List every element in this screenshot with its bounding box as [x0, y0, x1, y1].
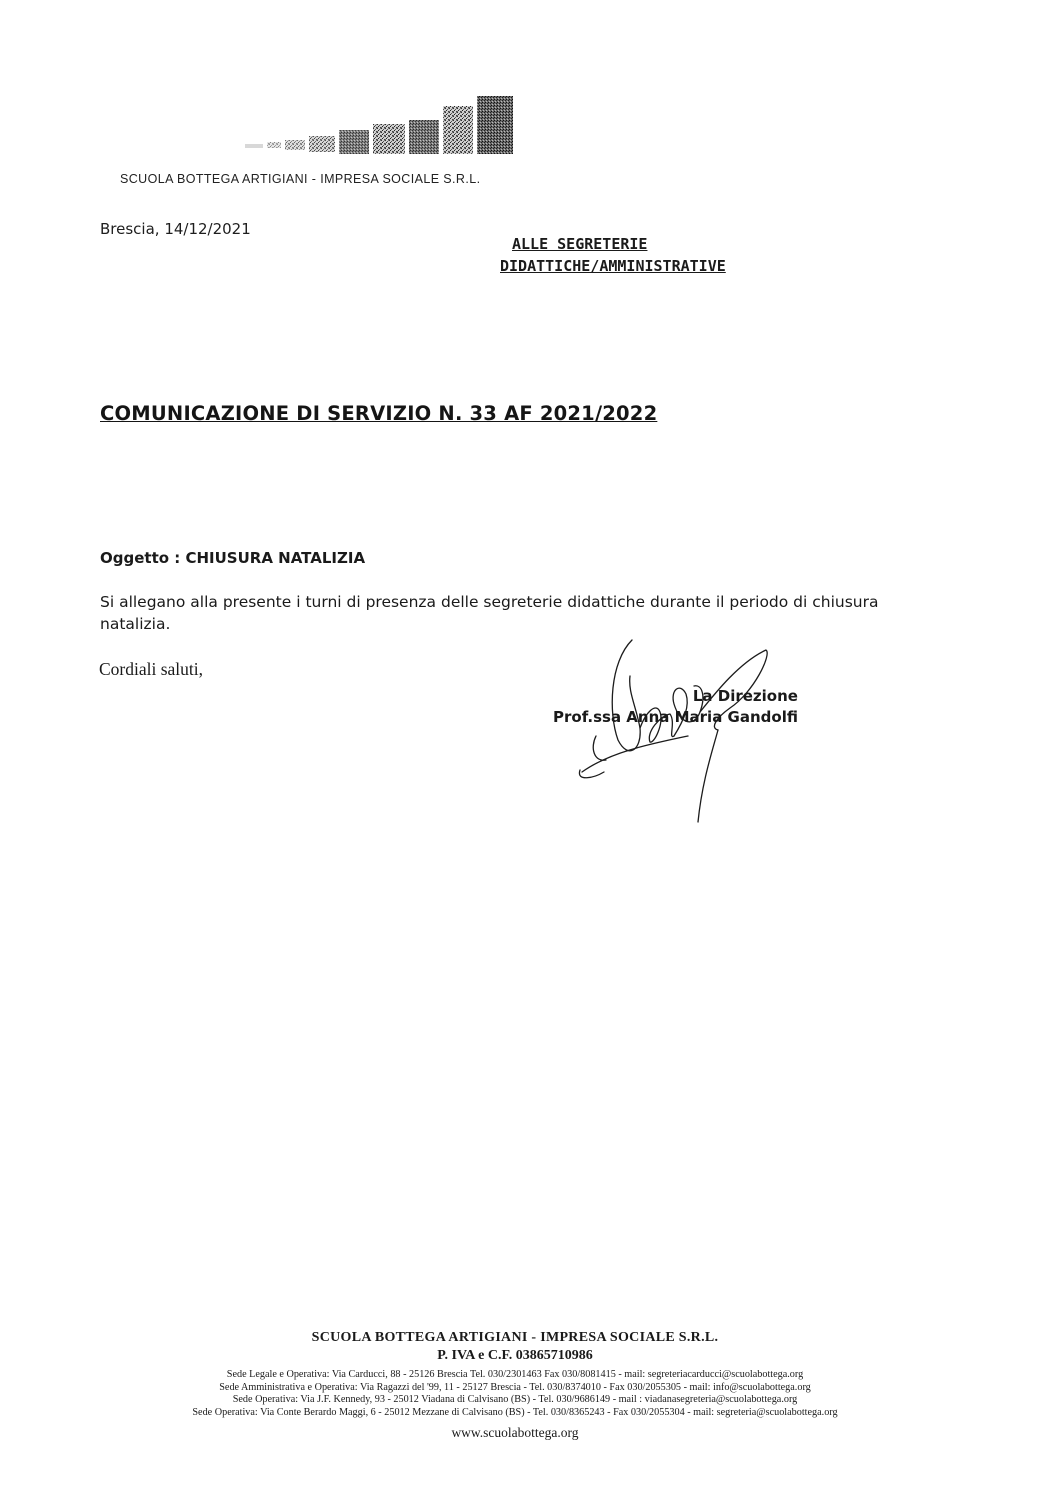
page-footer: [90, 1330, 940, 1441]
signatory-name: Prof.ssa Anna Maria Gandolfi: [553, 708, 798, 726]
footer-website: www.scuolabottega.org: [451, 1425, 579, 1441]
communication-title: COMUNICAZIONE DI SERVIZIO N. 33 AF 2021/2022: [100, 402, 658, 425]
closing-greeting: Cordiali saluti,: [99, 659, 204, 679]
footer-address-line: Sede Legale e Operativa: Via Carducci, 88 - 25126 Brescia Tel. 030/2301463 Fax 030/8081415 - mail: segreteriacarducci@scuolabottega.org: [226, 1369, 804, 1380]
footer-addresses: [90, 1369, 940, 1419]
footer-address-line: Sede Operativa: Via J.F. Kennedy, 93 - 25012 Viadana di Calvisano (BS) - Tel. 030/9686149 - mail : viadanasegreteria@scuolabottega.org: [232, 1394, 798, 1406]
recipient-line-1: ALLE SEGRETERIE: [512, 235, 648, 253]
letter-date: Brescia, 14/12/2021: [100, 220, 251, 238]
recipient-block: [500, 233, 726, 277]
signatory-role: La Direzione: [692, 687, 798, 705]
recipient-line-2: DIDATTICHE/AMMINISTRATIVE: [500, 257, 726, 275]
header-organization-name: SCUOLA BOTTEGA ARTIGIANI - IMPRESA SOCIALE S.R.L.: [120, 172, 481, 186]
subject-line: Oggetto : CHIUSURA NATALIZIA: [100, 549, 366, 567]
footer-address-line: Sede Operativa: Via Conte Berardo Maggi, 6 - 25012 Mezzane di Calvisano (BS) - Tel. 030/8365243 - Fax 030/2055304 - mail: segreteria@scuolabottega.org: [192, 1406, 838, 1418]
footer-address-line: Sede Amministrativa e Operativa: Via Ragazzi del '99, 11 - 25127 Brescia - Tel. 030/8374010 - Fax 030/2055305 - mail: info@scuolabottega.org: [219, 1381, 811, 1393]
handwritten-signature: [570, 632, 780, 827]
footer-organization-name: SCUOLA BOTTEGA ARTIGIANI - IMPRESA SOCIALE S.R.L.: [311, 1330, 719, 1345]
body-paragraph: Si allegano alla presente i turni di presenza delle segreterie didattiche durante il periodo di chiusura natalizia.: [100, 593, 879, 633]
footer-vat-number: P. IVA e C.F. 03865710986: [437, 1348, 593, 1363]
scuola-bottega-logo: [245, 96, 520, 158]
